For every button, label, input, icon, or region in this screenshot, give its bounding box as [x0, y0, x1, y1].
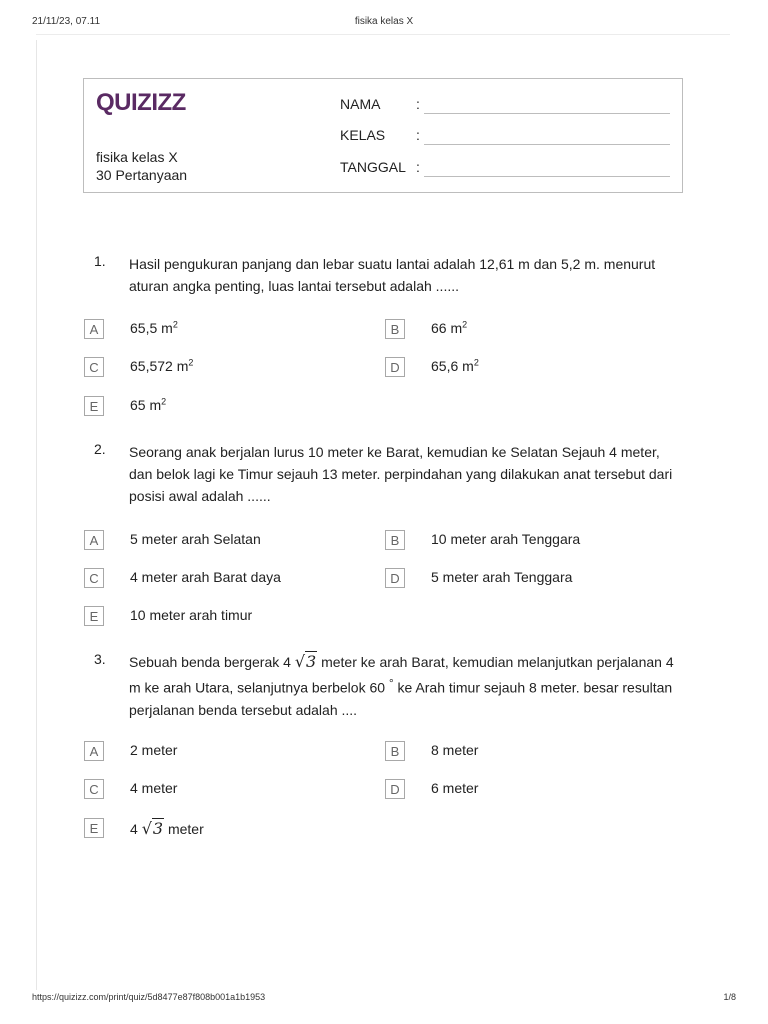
option-text: 65,572 $m^2$ [130, 357, 194, 374]
option-letter: A [84, 319, 104, 339]
option-letter: A [84, 530, 104, 550]
page-divider [36, 34, 730, 35]
quiz-header-box: QUIZIZZ fisika kelas X 30 Pertanyaan NAMA : KELAS : TANGGAL : [83, 78, 683, 193]
q3-option-e[interactable] [84, 818, 384, 840]
date-line [424, 176, 670, 177]
q3-option-b[interactable] [385, 741, 685, 763]
option-letter: B [385, 319, 405, 339]
q3-option-a[interactable] [84, 741, 384, 763]
q2-option-b[interactable] [385, 530, 685, 552]
option-letter: C [84, 568, 104, 588]
option-letter: B [385, 741, 405, 761]
question-number: 1. [94, 253, 106, 269]
option-letter: D [385, 568, 405, 588]
print-footer [32, 992, 736, 1004]
option-letter: E [84, 396, 104, 416]
page-left-rule [36, 40, 37, 990]
q2-option-a[interactable] [84, 530, 384, 552]
print-url: https://quizizz.com/print/quiz/5d8477e87f808b001a1b1953 [32, 992, 266, 1002]
question-text: Sebuah benda bergerak 4 √3 meter ke arah Barat, kemudian melanjutkan perjalanan 4 m ke arah Utara, selanjutnya berbelok 60 ° ke Arah timur sejauh 8 meter. besar resultan perjalanan benda tersebut adalah .... [129, 652, 674, 718]
sqrt-symbol: √3 [141, 819, 164, 838]
option-text: 6 meter [431, 780, 479, 796]
sqrt-symbol: √3 [294, 652, 317, 671]
option-text: 4 √3 meter [130, 819, 204, 838]
option-text: 5 meter arah Selatan [130, 531, 261, 547]
name-line [424, 113, 670, 114]
name-label: NAMA [340, 96, 381, 112]
q1-option-c[interactable] [84, 357, 384, 379]
class-line [424, 144, 670, 145]
option-letter: E [84, 606, 104, 626]
option-text: 8 meter [431, 742, 479, 758]
option-letter: A [84, 741, 104, 761]
option-text: 66 $m^2$ [431, 319, 468, 336]
print-title: fisika kelas X [354, 16, 414, 27]
option-text: 4 meter [130, 780, 178, 796]
q2-option-c[interactable] [84, 568, 384, 590]
q1-option-e[interactable] [84, 396, 384, 418]
option-text: 10 meter arah Tenggara [431, 531, 581, 547]
option-text: 2 meter [130, 742, 178, 758]
option-text: 10 meter arah timur [130, 607, 253, 623]
print-header [32, 16, 736, 30]
class-label: KELAS [340, 127, 386, 143]
option-text: 5 meter arah Tenggara [431, 569, 573, 585]
option-text: 4 meter arah Barat daya [130, 569, 281, 585]
option-letter: C [84, 779, 104, 799]
option-letter: D [385, 779, 405, 799]
question-count: 30 Pertanyaan [96, 167, 188, 183]
option-text: 65 $m^2$ [130, 396, 167, 413]
q3-option-c[interactable] [84, 779, 384, 801]
quiz-title: fisika kelas X [96, 149, 178, 165]
option-letter: B [385, 530, 405, 550]
option-text: 65,6 $m^2$ [431, 357, 479, 374]
option-letter: E [84, 818, 104, 838]
option-letter: C [84, 357, 104, 377]
question-number: 2. [94, 441, 106, 457]
question-number: 3. [94, 651, 106, 667]
q1-option-d[interactable] [385, 357, 685, 379]
q1-option-b[interactable] [385, 319, 685, 341]
date-label: TANGGAL [340, 159, 406, 175]
option-letter: D [385, 357, 405, 377]
q2-option-d[interactable] [385, 568, 685, 590]
degree-symbol: ° [388, 677, 394, 690]
option-text: 65,5 $m^2$ [130, 319, 178, 336]
q1-option-a[interactable] [84, 319, 384, 341]
q2-option-e[interactable] [84, 606, 384, 628]
question-text: Hasil pengukuran panjang dan lebar suatu lantai adalah 12,61 m dan 5,2 m. menurut aturan angka penting, luas lantai tersebut adalah ...... [129, 256, 656, 294]
question-text: Seorang anak berjalan lurus 10 meter ke Barat, kemudian ke Selatan Sejauh 4 meter, dan belok lagi ke Timur sejauh 13 meter. perpindahan yang dilakukan anat tersebut dari posisi awal adalah ...... [129, 444, 673, 504]
quizizz-logo: QUIZIZZ [96, 89, 186, 116]
print-date: 21/11/23, 07.11 [32, 16, 101, 27]
page-number: 1/8 [723, 992, 736, 1002]
q3-option-d[interactable] [385, 779, 685, 801]
